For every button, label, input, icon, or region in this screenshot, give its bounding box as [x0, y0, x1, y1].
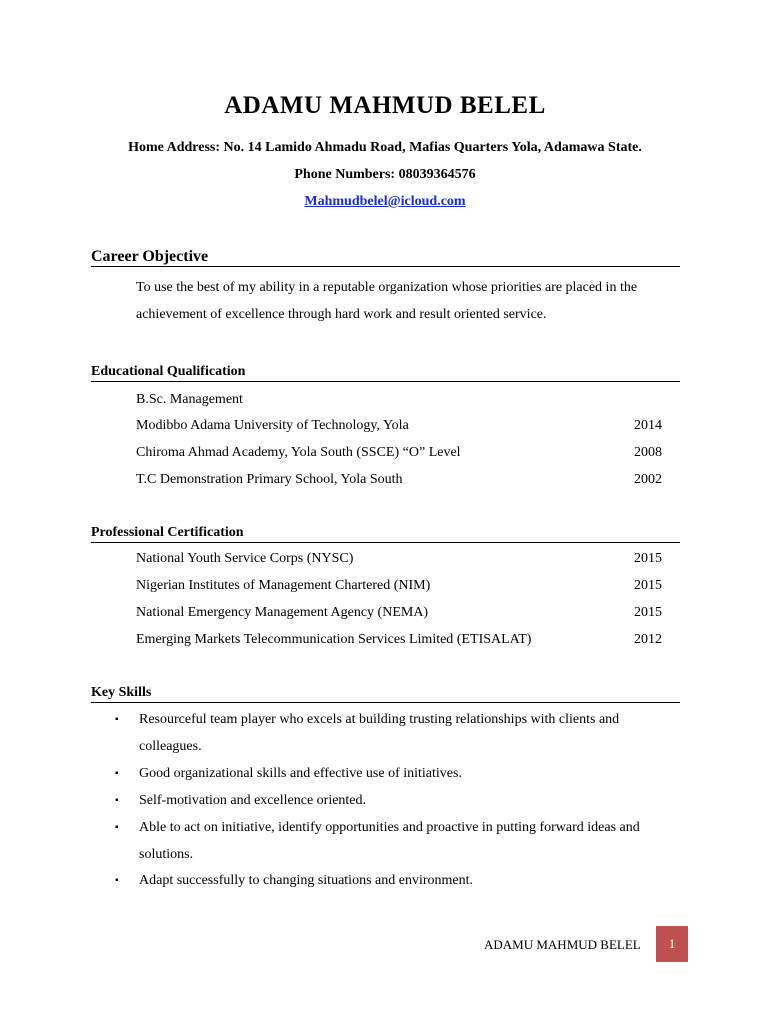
certification-item-name: National Emergency Management Agency (NEMA) [136, 605, 429, 620]
phone-numbers: Phone Numbers: 08039364576 [294, 167, 476, 182]
certification-item-year: 2015 [634, 578, 662, 593]
certification-item-year: 2015 [634, 551, 662, 566]
education-item-year: 2014 [634, 418, 662, 433]
education-heading: Educational Qualification [91, 363, 680, 382]
education-item-name: Modibbo Adama University of Technology, Yola [136, 418, 409, 433]
education-item-name: Chiroma Ahmad Academy, Yola South (SSCE) “O” Level [136, 445, 461, 460]
home-address: Home Address: No. 14 Lamido Ahmadu Road, Mafias Quarters Yola, Adamawa State. [128, 140, 642, 155]
certification-item-year: 2012 [634, 632, 662, 647]
education-item-name: T.C Demonstration Primary School, Yola South [136, 472, 403, 487]
skill-line: solutions. [139, 847, 194, 862]
certification-item-name: National Youth Service Corps (NYSC) [136, 551, 354, 566]
career-objective-line: To use the best of my ability in a reputable organization whose priorities are placed in the [136, 280, 638, 295]
skill-line: colleagues. [139, 739, 202, 754]
skill-line: Self-motivation and excellence oriented. [139, 793, 367, 808]
footer-name: ADAMU MAHMUD BELEL [484, 937, 641, 952]
bullet-icon: ▪ [115, 822, 119, 833]
career-objective-heading: Career Objective [91, 248, 680, 267]
candidate-name: ADAMU MAHMUD BELEL [224, 92, 546, 119]
page-number: 1 [656, 926, 688, 962]
education-item-year: 2008 [634, 445, 662, 460]
certification-item-name: Emerging Markets Telecommunication Services Limited (ETISALAT) [136, 632, 532, 647]
bullet-icon: ▪ [115, 714, 119, 725]
certification-item-name: Nigerian Institutes of Management Chartered (NIM) [136, 578, 431, 593]
skill-line: Good organizational skills and effective use of initiatives. [139, 766, 462, 781]
bullet-icon: ▪ [115, 768, 119, 779]
bullet-icon: ▪ [115, 795, 119, 806]
career-objective-line: achievement of excellence through hard work and result oriented service. [136, 307, 547, 322]
degree: B.Sc. Management [136, 392, 243, 407]
bullet-icon: ▪ [115, 875, 119, 886]
key-skills-heading: Key Skills [91, 684, 680, 703]
skill-line: Able to act on initiative, identify opportunities and proactive in putting forward ideas and [139, 820, 640, 835]
certification-heading: Professional Certification [91, 524, 680, 543]
education-item-year: 2002 [634, 472, 662, 487]
skill-line: Adapt successfully to changing situations and environment. [139, 873, 473, 888]
email-link[interactable]: Mahmudbelel@icloud.com [304, 194, 466, 209]
skill-line: Resourceful team player who excels at building trusting relationships with clients and [139, 712, 620, 727]
certification-item-year: 2015 [634, 605, 662, 620]
